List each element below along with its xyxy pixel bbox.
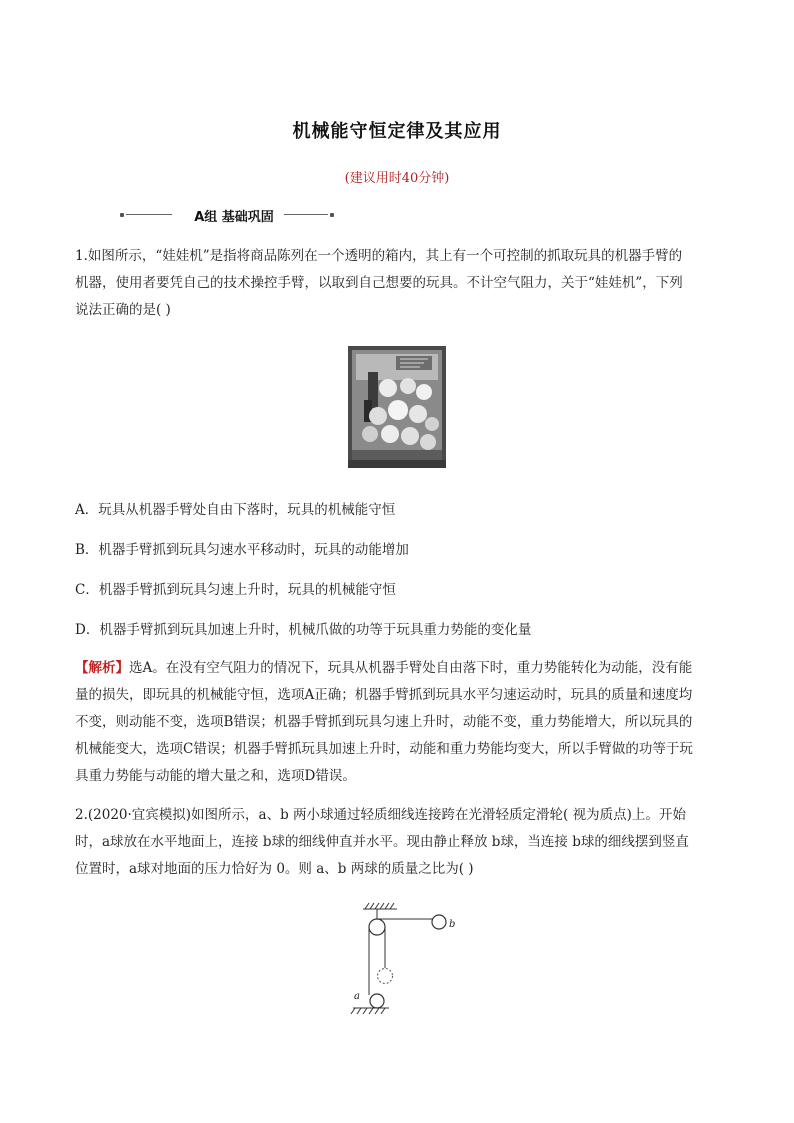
section-header-left-dot xyxy=(120,213,124,217)
analysis-line: 不变，则动能不变，选项B错误；机器手臂抓到玩具匀速上升时，动能不变，重力势能增大，所以玩具的 xyxy=(75,714,693,730)
section-header-label: A组 基础巩固 xyxy=(194,210,274,225)
analysis-tag: 【解析】 xyxy=(75,660,129,676)
ball-b-final-position xyxy=(378,969,393,984)
ball-b xyxy=(432,915,446,929)
analysis-line xyxy=(75,655,725,682)
question-2-line: 位置时，a球对地面的压力恰好为 0。则 a、b 两球的质量之比为( ) xyxy=(75,861,474,877)
section-header xyxy=(120,206,334,224)
question-1-line: 1.如图所示，“娃娃机”是指将商品陈列在一个透明的箱内，其上有一个可控制的抓取玩具的机器手臂的 xyxy=(75,248,683,264)
ceiling-hatch xyxy=(363,903,397,909)
question-1-stem xyxy=(75,243,725,324)
question-1-analysis xyxy=(75,655,725,790)
analysis-line: 具重力势能与动能的增大量之和，选项D错误。 xyxy=(75,768,356,784)
analysis-line: 量的损失，即玩具的机械能守恒，选项A正确；机器手臂抓到玩具水平匀速运动时，玩具的质量和速度均 xyxy=(75,687,693,703)
question-1-option-b: B．机器手臂抓到玩具匀速水平移动时，玩具的动能增加 xyxy=(75,542,409,558)
question-1-line: 说法正确的是( ) xyxy=(75,302,171,318)
question-2-line: 2.(2020·宜宾模拟)如图所示，a、b 两小球通过轻质细线连接跨在光滑轻质定滑轮( 视为质点)上。开始 xyxy=(75,807,686,823)
fixed-pulley xyxy=(369,919,385,935)
section-header-left-line xyxy=(126,214,172,215)
label-a: a xyxy=(354,991,360,1002)
question-1-line: 机器，使用者要凭自己的技术操控手臂，以取到自己想要的玩具。不计空气阻力，关于“娃娃机”，下列 xyxy=(75,275,683,291)
section-header-right-dot xyxy=(330,213,334,217)
analysis-text: 选A。在没有空气阻力的情况下，玩具从机器手臂处自由落下时，重力势能转化为动能，没有能 xyxy=(129,660,693,676)
question-2-stem xyxy=(75,802,725,883)
ground-hatch xyxy=(351,1008,389,1014)
question-1-option-c: C．机器手臂抓到玩具匀速上升时，玩具的机械能守恒 xyxy=(75,582,396,598)
label-b: b xyxy=(449,919,456,930)
pulley-diagram xyxy=(345,900,460,1015)
section-header-right-line xyxy=(284,214,328,215)
page-title: 机械能守恒定律及其应用 xyxy=(292,121,502,142)
analysis-line: 机械能变大，选项C错误；机器手臂抓玩具加速上升时，动能和重力势能均变大，所以手臂做的功等于玩 xyxy=(75,741,693,757)
ball-a xyxy=(370,994,384,1008)
page-subtitle: (建议用时40分钟) xyxy=(344,171,450,186)
claw-machine-photo xyxy=(348,346,446,468)
question-1-option-a: A．玩具从机器手臂处自由下落时，玩具的机械能守恒 xyxy=(75,502,396,518)
question-1-option-d: D．机器手臂抓到玩具加速上升时，机械爪做的功等于玩具重力势能的变化量 xyxy=(75,622,532,638)
question-2-line: 时，a球放在水平地面上，连接 b球的细线伸直并水平。现由静止释放 b球，当连接 b球的细线摆到竖直 xyxy=(75,834,689,850)
